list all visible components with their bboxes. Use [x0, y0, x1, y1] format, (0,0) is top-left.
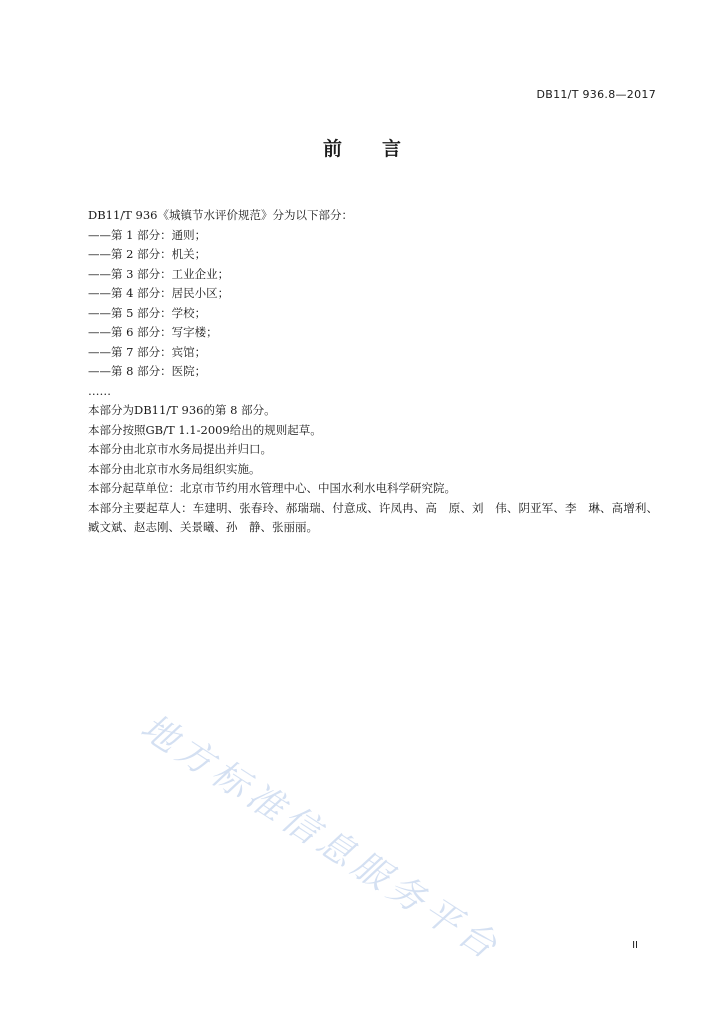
statement-line: 本部分为DB11/T 936的第 8 部分。: [88, 403, 276, 417]
drafters-paragraph: 本部分主要起草人：车建明、张春玲、郝瑞瑞、付意成、许凤冉、高 原、刘 伟、阴亚军、李 琳、高增利、臧文斌、赵志刚、关景曦、孙 静、张丽丽。: [88, 500, 658, 534]
intro-line: DB11/T 936《城镇节水评价规范》分为以下部分：: [88, 208, 353, 222]
part-list-item: ——第 3 部分：工业企业；: [88, 266, 230, 281]
part-list-item: ——第 5 部分：学校；: [88, 305, 207, 320]
page-number: II: [632, 940, 638, 951]
part-list-item: ——第 7 部分：宾馆；: [88, 344, 207, 359]
part-list-item: ——第 4 部分：居民小区；: [88, 286, 230, 300]
statement-line: 本部分按照GB/T 1.1-2009给出的规则起草。: [88, 422, 322, 437]
statement-line: 本部分由北京市水务局提出并归口。: [88, 442, 272, 456]
page-title: 前言: [322, 138, 441, 160]
part-list-item: ——第 2 部分：机关；: [88, 247, 207, 261]
statement-line: 本部分由北京市水务局组织实施。: [88, 461, 261, 476]
watermark: 地方标准信息服务平台: [133, 706, 508, 970]
statement-line: 本部分起草单位：北京市节约用水管理中心、中国水利水电科学研究院。: [88, 481, 456, 495]
ellipsis-line: ……: [88, 383, 111, 398]
part-list-item: ——第 1 部分：通则；: [88, 227, 207, 242]
document-code: DB11/T 936.8—2017: [536, 88, 656, 101]
preface-content: [88, 206, 658, 538]
part-list-item: ——第 6 部分：写字楼；: [88, 325, 218, 339]
part-list-item: ——第 8 部分：医院；: [88, 364, 207, 378]
